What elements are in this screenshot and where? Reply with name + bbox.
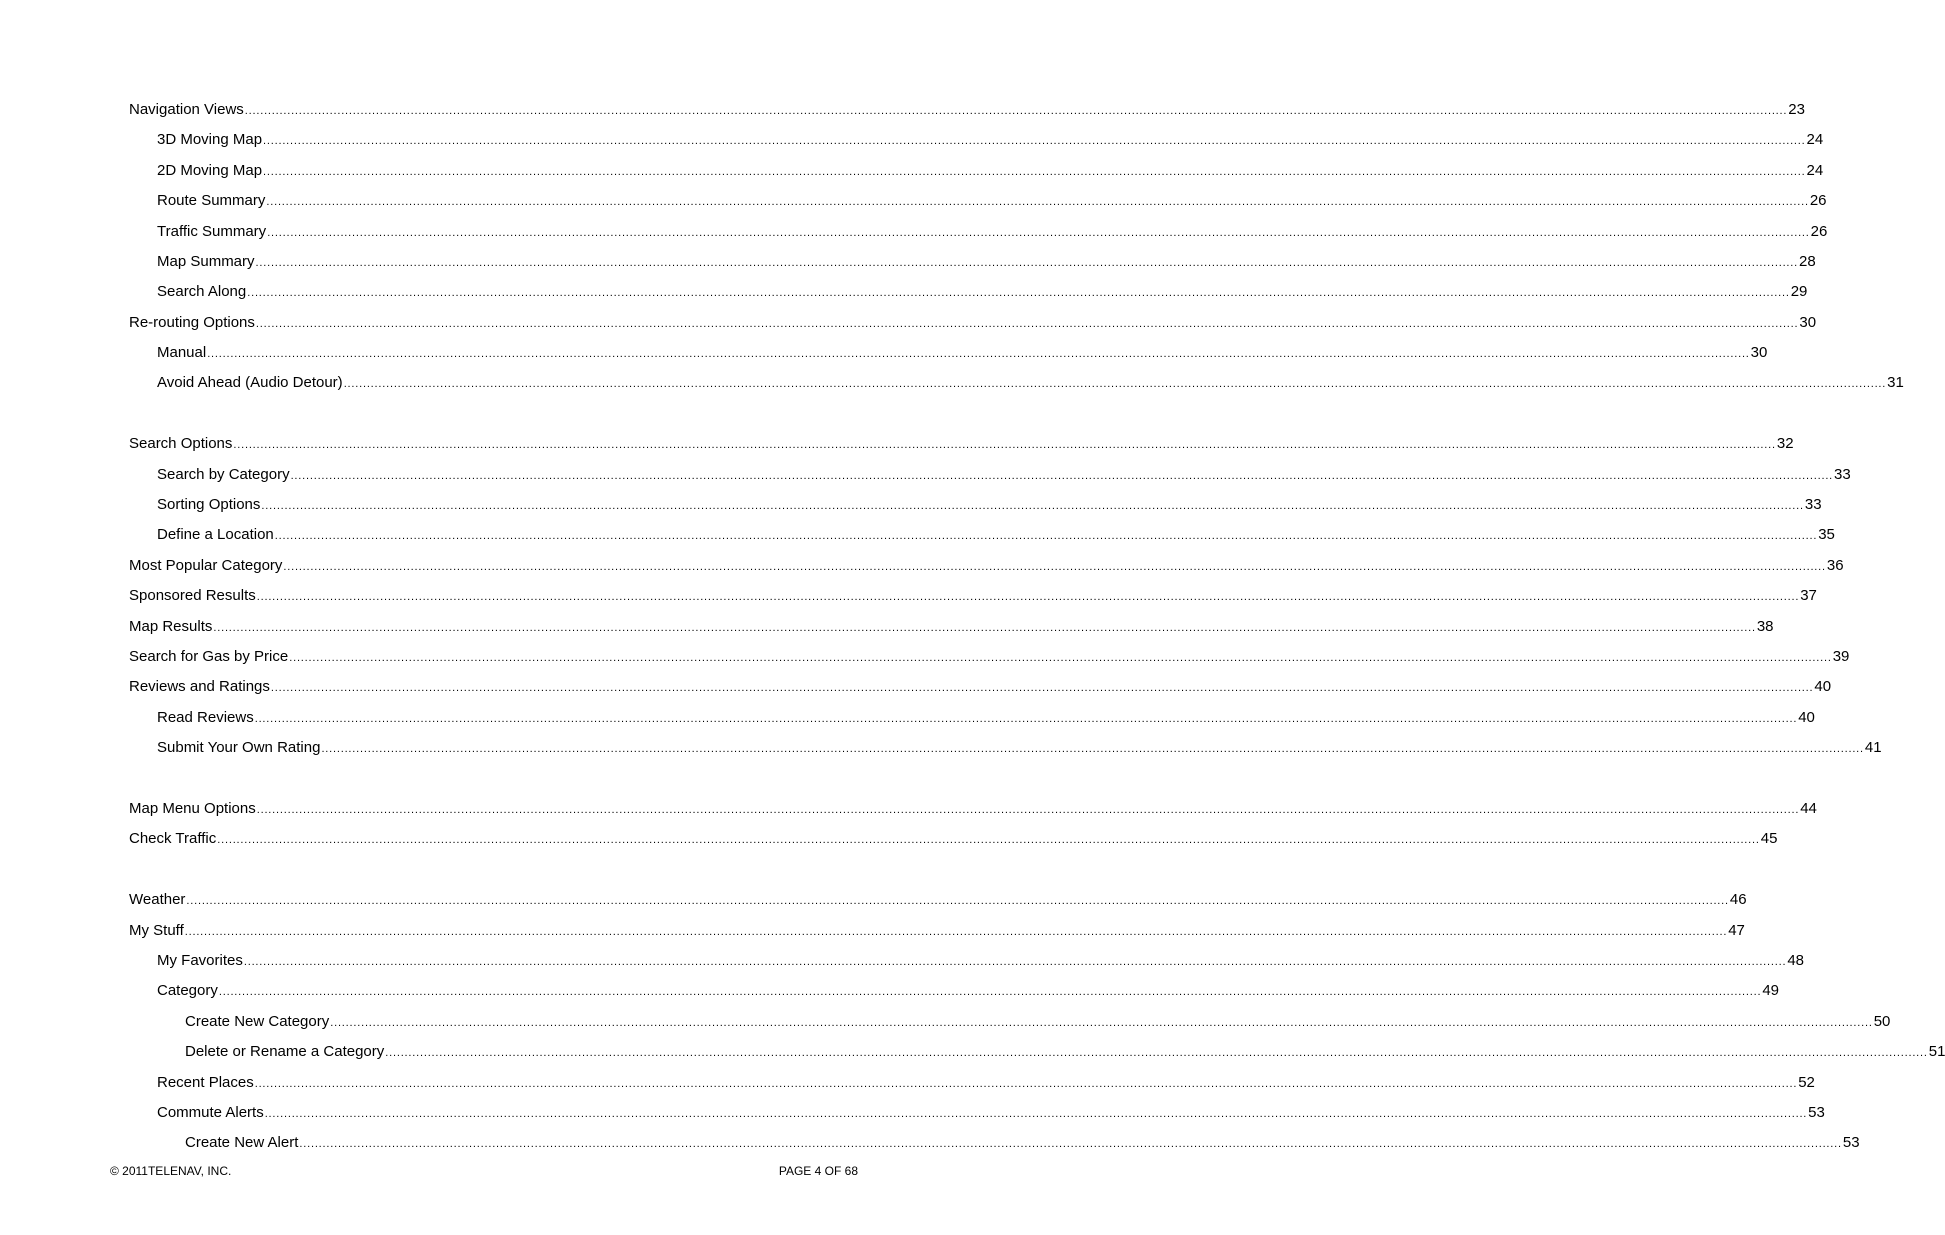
toc-dot-leader: ................................................................................................................................................................................................................................................................................................................................................................................................................	[283, 561, 1826, 573]
toc-entry-title[interactable]: Manual	[157, 344, 207, 361]
toc-entry[interactable]	[129, 921, 1745, 941]
toc-dot-leader: ................................................................................................................................................................................................................................................................................................................................................................................................................	[263, 166, 1806, 178]
toc-entry-page-number[interactable]: 50	[1873, 1013, 1891, 1030]
toc-entry-title[interactable]: Delete or Rename a Category	[185, 1043, 385, 1060]
toc-entry[interactable]	[129, 556, 1844, 576]
toc-dot-leader: ................................................................................................................................................................................................................................................................................................................................................................................................................	[218, 986, 1762, 998]
toc-dot-leader: ................................................................................................................................................................................................................................................................................................................................................................................................................	[207, 348, 1750, 360]
toc-dot-leader: ................................................................................................................................................................................................................................................................................................................................................................................................................	[254, 713, 1798, 725]
toc-dot-leader: ................................................................................................................................................................................................................................................................................................................................................................................................................	[233, 439, 1776, 451]
toc-entry-title[interactable]: Define a Location	[157, 526, 274, 543]
toc-entry-page-number[interactable]: 40	[1814, 678, 1832, 695]
toc-entry-title[interactable]: Route Summary	[157, 192, 266, 209]
toc-entry-title[interactable]: Reviews and Ratings	[129, 678, 270, 695]
toc-entry-page-number[interactable]: 30	[1799, 314, 1817, 331]
toc-entry-page-number[interactable]: 26	[1809, 192, 1827, 209]
toc-entry-title[interactable]: Weather	[129, 891, 186, 908]
toc-dot-leader: ................................................................................................................................................................................................................................................................................................................................................................................................................	[321, 743, 1864, 755]
toc-entry[interactable]	[157, 525, 1835, 545]
toc-entry-title[interactable]: Traffic Summary	[157, 223, 267, 240]
toc-entry-title[interactable]: Sponsored Results	[129, 587, 256, 604]
toc-dot-leader: ................................................................................................................................................................................................................................................................................................................................................................................................................	[263, 135, 1806, 147]
toc-entry-page-number[interactable]: 53	[1842, 1134, 1860, 1151]
toc-dot-leader: ................................................................................................................................................................................................................................................................................................................................................................................................................	[184, 926, 1728, 938]
toc-entry-page-number[interactable]: 36	[1826, 557, 1844, 574]
toc-dot-leader: ................................................................................................................................................................................................................................................................................................................................................................................................................	[186, 895, 1729, 907]
toc-entry-title[interactable]: Re-routing Options	[129, 314, 255, 331]
toc-entry[interactable]	[129, 890, 1747, 910]
toc-entry[interactable]	[129, 617, 1774, 637]
toc-entry-title[interactable]: Search Options	[129, 435, 233, 452]
toc-dot-leader: ................................................................................................................................................................................................................................................................................................................................................................................................................	[244, 105, 1788, 117]
toc-dot-leader: ................................................................................................................................................................................................................................................................................................................................................................................................................	[289, 652, 1832, 664]
toc-entry[interactable]	[157, 495, 1822, 515]
toc-entry-page-number[interactable]: 52	[1798, 1074, 1815, 1091]
toc-entry-title[interactable]: My Favorites	[157, 952, 243, 969]
toc-dot-leader: ................................................................................................................................................................................................................................................................................................................................................................................................................	[247, 287, 1790, 299]
toc-entry-page-number[interactable]: 28	[1799, 253, 1816, 270]
toc-dot-leader: ................................................................................................................................................................................................................................................................................................................................................................................................................	[255, 318, 1799, 330]
toc-entry[interactable]	[185, 1133, 1860, 1153]
toc-entry-title[interactable]: Submit Your Own Rating	[157, 739, 321, 756]
toc-entry-page-number[interactable]: 33	[1804, 496, 1822, 513]
toc-entry-title[interactable]: Create New Category	[185, 1013, 330, 1030]
toc-entry-page-number[interactable]: 24	[1806, 131, 1824, 148]
toc-entry-page-number[interactable]: 48	[1787, 952, 1805, 969]
toc-entry-page-number[interactable]: 39	[1832, 648, 1850, 665]
toc-entry[interactable]	[157, 738, 1882, 758]
toc-entry[interactable]	[129, 586, 1817, 606]
toc-entry[interactable]	[129, 677, 1832, 697]
toc-entry-page-number[interactable]: 40	[1798, 709, 1815, 726]
toc-entry-title[interactable]: Search Along	[157, 283, 247, 300]
toc-entry-title[interactable]: 2D Moving Map	[157, 162, 263, 179]
toc-dot-leader: ................................................................................................................................................................................................................................................................................................................................................................................................................	[330, 1017, 1873, 1029]
toc-entry-title[interactable]: 3D Moving Map	[157, 131, 263, 148]
toc-entry[interactable]	[157, 191, 1827, 211]
toc-entry-title[interactable]: Category	[157, 982, 218, 999]
toc-dot-leader: ................................................................................................................................................................................................................................................................................................................................................................................................................	[290, 470, 1834, 482]
toc-entry-title[interactable]: Navigation Views	[129, 101, 244, 118]
toc-entry-title[interactable]: Search by Category	[157, 466, 290, 483]
toc-entry[interactable]	[157, 343, 1768, 363]
toc-entry-page-number[interactable]: 26	[1810, 223, 1828, 240]
toc-dot-leader: ................................................................................................................................................................................................................................................................................................................................................................................................................	[261, 500, 1804, 512]
toc-dot-leader: ................................................................................................................................................................................................................................................................................................................................................................................................................	[299, 1138, 1842, 1150]
toc-entry-title[interactable]: Search for Gas by Price	[129, 648, 289, 665]
toc-entry-title[interactable]: Sorting Options	[157, 496, 261, 513]
toc-entry[interactable]	[157, 708, 1815, 728]
toc-entry-page-number[interactable]: 31	[1887, 374, 1904, 391]
toc-entry[interactable]	[129, 434, 1794, 454]
toc-entry[interactable]	[129, 647, 1850, 667]
toc-entry-page-number[interactable]: 32	[1776, 435, 1794, 452]
toc-dot-leader: ................................................................................................................................................................................................................................................................................................................................................................................................................	[274, 530, 1818, 542]
toc-entry-page-number[interactable]: 33	[1834, 466, 1851, 483]
toc-entry[interactable]	[157, 465, 1851, 485]
toc-entry-page-number[interactable]: 23	[1788, 101, 1805, 118]
toc-entry-page-number[interactable]: 41	[1864, 739, 1882, 756]
toc-dot-leader: ................................................................................................................................................................................................................................................................................................................................................................................................................	[266, 196, 1809, 208]
toc-entry-title[interactable]: My Stuff	[129, 922, 184, 939]
toc-entry-page-number[interactable]: 46	[1729, 891, 1747, 908]
footer-copyright: © 2011TELENAV, INC.	[110, 1164, 232, 1178]
toc-entry-page-number[interactable]: 45	[1760, 830, 1778, 847]
toc-entry-page-number[interactable]: 30	[1750, 344, 1768, 361]
toc-entry-title[interactable]: Recent Places	[157, 1074, 254, 1091]
toc-entry[interactable]	[129, 100, 1805, 120]
toc-entry-page-number[interactable]: 47	[1728, 922, 1745, 939]
toc-entry[interactable]	[157, 373, 1904, 393]
toc-dot-leader: ................................................................................................................................................................................................................................................................................................................................................................................................................	[243, 956, 1787, 968]
toc-dot-leader: ................................................................................................................................................................................................................................................................................................................................................................................................................	[343, 378, 1887, 390]
toc-entry[interactable]	[185, 1012, 1891, 1032]
toc-entry-page-number[interactable]: 38	[1756, 618, 1774, 635]
toc-entry-page-number[interactable]: 29	[1790, 283, 1808, 300]
toc-dot-leader: ................................................................................................................................................................................................................................................................................................................................................................................................................	[385, 1047, 1928, 1059]
toc-dot-leader: ................................................................................................................................................................................................................................................................................................................................................................................................................	[254, 1078, 1798, 1090]
toc-dot-leader: ................................................................................................................................................................................................................................................................................................................................................................................................................	[256, 591, 1800, 603]
toc-entry-page-number[interactable]: 49	[1762, 982, 1780, 999]
toc-dot-leader: ................................................................................................................................................................................................................................................................................................................................................................................................................	[255, 257, 1798, 269]
toc-entry-title[interactable]: Read Reviews	[157, 709, 254, 726]
toc-entry[interactable]	[157, 252, 1816, 272]
toc-entry[interactable]	[157, 981, 1780, 1001]
toc-entry-page-number[interactable]: 24	[1806, 162, 1824, 179]
toc-dot-leader: ................................................................................................................................................................................................................................................................................................................................................................................................................	[270, 682, 1814, 694]
toc-entry-title[interactable]: Create New Alert	[185, 1134, 299, 1151]
toc-entry-page-number[interactable]: 53	[1808, 1104, 1825, 1121]
toc-entry-page-number[interactable]: 51	[1928, 1043, 1945, 1060]
toc-entry-title[interactable]: Map Menu Options	[129, 800, 256, 817]
toc-entry-title[interactable]: Check Traffic	[129, 830, 217, 847]
toc-entry[interactable]	[129, 829, 1778, 849]
toc-entry-title[interactable]: Most Popular Category	[129, 557, 283, 574]
toc-entry-title[interactable]: Map Results	[129, 618, 213, 635]
toc-entry[interactable]	[129, 313, 1817, 333]
toc-dot-leader: ................................................................................................................................................................................................................................................................................................................................................................................................................	[264, 1108, 1808, 1120]
toc-entry[interactable]	[157, 130, 1824, 150]
toc-entry[interactable]	[157, 1073, 1815, 1093]
toc-dot-leader: ................................................................................................................................................................................................................................................................................................................................................................................................................	[267, 227, 1810, 239]
toc-entry[interactable]	[129, 799, 1817, 819]
toc-entry-title[interactable]: Map Summary	[157, 253, 255, 270]
toc-entry[interactable]	[157, 161, 1824, 181]
toc-entry-page-number[interactable]: 35	[1818, 526, 1835, 543]
toc-entry[interactable]	[157, 1103, 1825, 1123]
toc-entry[interactable]	[157, 282, 1808, 302]
toc-dot-leader: ................................................................................................................................................................................................................................................................................................................................................................................................................	[256, 804, 1800, 816]
toc-entry[interactable]	[185, 1042, 1945, 1062]
toc-dot-leader: ................................................................................................................................................................................................................................................................................................................................................................................................................	[213, 622, 1756, 634]
toc-entry[interactable]	[157, 951, 1805, 971]
toc-entry-page-number[interactable]: 37	[1800, 587, 1817, 604]
toc-entry-title[interactable]: Commute Alerts	[157, 1104, 264, 1121]
toc-entry-page-number[interactable]: 44	[1800, 800, 1817, 817]
footer-page-number: PAGE 4 OF 68	[778, 1164, 858, 1178]
toc-entry-title[interactable]: Avoid Ahead (Audio Detour)	[157, 374, 343, 391]
toc-entry[interactable]	[157, 222, 1828, 242]
toc-dot-leader: ................................................................................................................................................................................................................................................................................................................................................................................................................	[217, 834, 1760, 846]
